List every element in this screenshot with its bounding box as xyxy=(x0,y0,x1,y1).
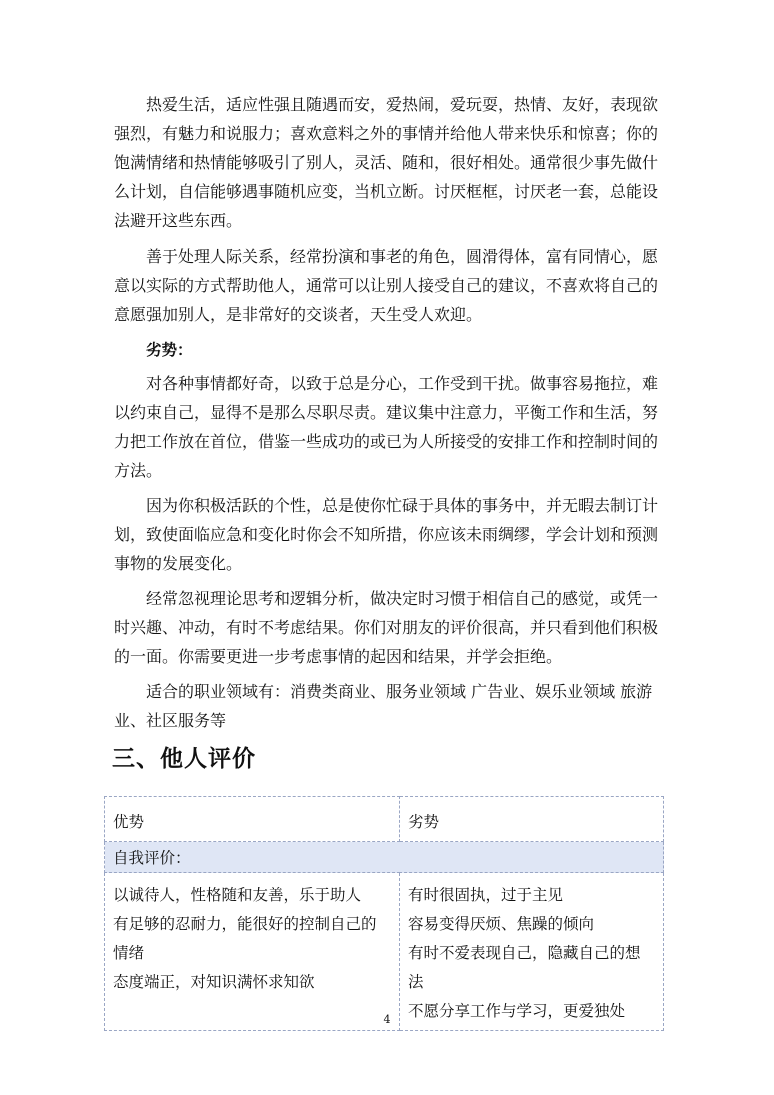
strengths-cell xyxy=(105,873,400,1031)
paragraph-strengths-1: 热爱生活，适应性强且随遇而安，爱热闹，爱玩耍，热情、友好，表现欲强烈，有魅力和说服力；喜欢意料之外的事情并给他人带来快乐和惊喜；你的饱满情绪和热情能够吸引了别人，灵活、随和，很好相处。通常很少事先做什么计划，自信能够遇事随机应变，当机立断。讨厌框框，讨厌老一套，总能设法避开这些东西。 xyxy=(114,95,659,230)
body-text xyxy=(114,90,662,735)
evaluation-table xyxy=(104,796,664,1031)
paragraph-career-fields: 适合的职业领域有：消费类商业、服务业领域 广告业、娱乐业领域 旅游业、社区服务等 xyxy=(114,682,653,730)
paragraph-strengths-2: 善于处理人际关系，经常扮演和事老的角色，圆滑得体，富有同情心，愿意以实际的方式帮助他人，通常可以让别人接受自己的建议，不喜欢将自己的意愿强加别人，是非常好的交谈者，天生受人欢迎。 xyxy=(114,247,659,324)
table-row xyxy=(105,873,664,1031)
strength-item: 有足够的忍耐力，能很好的控制自己的情绪 xyxy=(113,915,377,962)
header-weakness: 劣势 xyxy=(400,797,664,842)
self-evaluation-label: 自我评价： xyxy=(105,842,664,873)
weakness-item: 容易变得厌烦、焦躁的倾向 xyxy=(408,915,595,933)
weakness-item: 不愿分享工作与学习，更爱独处 xyxy=(408,1002,626,1020)
strength-item: 态度端正，对知识满怀求知欲 xyxy=(113,973,315,991)
paragraph-weakness-3: 经常忽视理论思考和逻辑分析，做决定时习惯于相信自己的感觉，或凭一时兴趣、冲动，有时不考虑结果。你们对朋友的评价很高，并只看到他们积极的一面。你需要更进一步考虑事情的起因和结果，并学会拒绝。 xyxy=(114,589,659,666)
paragraph-weakness-2: 因为你积极活跃的个性，总是使你忙碌于具体的事务中，并无暇去制订计划，致使面临应急和变化时你会不知所措，你应该未雨绸缪，学会计划和预测事物的发展变化。 xyxy=(114,496,659,573)
weakness-item: 有时很固执，过于主见 xyxy=(408,886,564,904)
table-section-row xyxy=(105,842,664,873)
strength-item: 以诚待人，性格随和友善，乐于助人 xyxy=(113,886,362,904)
header-strength: 优势 xyxy=(105,797,400,842)
weaknesses-cell xyxy=(400,873,664,1031)
page-number: 4 xyxy=(383,1013,391,1026)
weakness-item: 有时不爱表现自己，隐藏自己的想法 xyxy=(408,944,641,991)
table-header-row xyxy=(105,797,664,842)
section-title: 三、他人评价 xyxy=(112,746,256,772)
paragraph-weakness-1: 对各种事情都好奇，以致于总是分心，工作受到干扰。做事容易拖拉，难以约束自己，显得不是那么尽职尽责。建议集中注意力，平衡工作和生活，努力把工作放在首位，借鉴一些成功的或已为人所接受的安排工作和控制时间的方法。 xyxy=(114,374,659,480)
weakness-heading: 劣势： xyxy=(146,341,193,359)
